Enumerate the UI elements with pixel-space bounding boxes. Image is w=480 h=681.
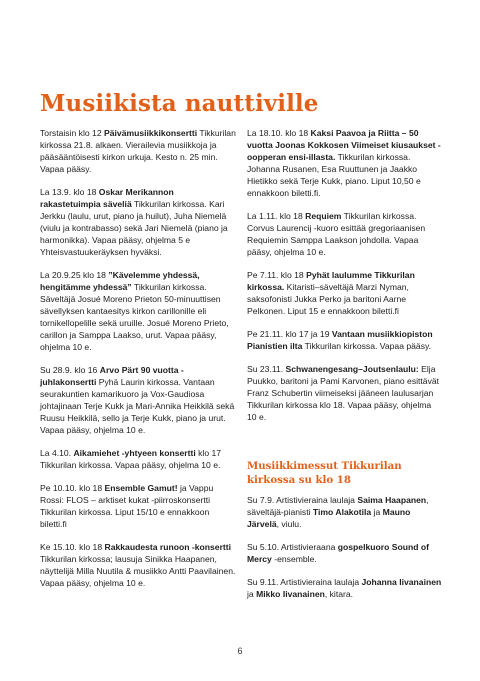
mass-date: Su 9.11. Artistivieraina laulaja xyxy=(247,577,362,587)
event-details: Tikkurilan kirkossa; lausuja Sinikka Haapanen, näyttelijä Milla Nuutila & musiikko Antti Paavilainen. Vapaa pääsy, ohjelma 10 e. xyxy=(40,554,236,588)
event-date: La 13.9. klo 18 xyxy=(40,187,99,197)
event-date: Torstaisin klo 12 xyxy=(40,128,105,138)
event-details: Tikkurilan kirkossa. Vapaa pääsy. xyxy=(302,341,432,351)
event-title: Vantaan musiikkiopiston Pianistien ilta xyxy=(247,329,433,351)
event-item xyxy=(40,447,236,471)
event-details: Tikkurilan kirkossa 21.8. alkaen. Vierailevia musiikkoja ja pääsääntöisesti kirkon urkuja. Kesto n. 25 min. Vapaa pääsy. xyxy=(40,128,236,174)
event-date: Pe 10.10. klo 18 xyxy=(40,483,105,493)
mass-date: Su 7.9. Artistivieraina laulaja xyxy=(247,495,358,505)
event-item xyxy=(40,186,236,258)
mass-text: ja xyxy=(247,589,257,599)
mass-artist: gospelkuoro Sound of Mercy xyxy=(247,542,429,564)
event-details: ja Vappu Rossi: FLOS – arktiset kukat -piirroskonsertti Tikkurilan kirkossa. Liput 15/10 e ennakkoon biletti.fi xyxy=(40,483,214,529)
event-item xyxy=(247,363,443,423)
event-title: ”Kävelemme yhdessä, hengitämme yhdessä” xyxy=(40,270,200,292)
event-title: Päivämusiikkikonsertti xyxy=(104,128,198,138)
mass-date: Su 5.10. Artistivieraana xyxy=(247,542,338,552)
mass-text: -ensemble. xyxy=(271,554,317,564)
event-title: Arvo Pärt 90 vuotta -juhlakonsertti xyxy=(40,365,184,387)
event-item xyxy=(40,127,236,175)
event-title: Aikamiehet -yhtyeen konsertti xyxy=(73,448,196,458)
mass-artist: Mauno Järvelä xyxy=(247,507,411,529)
mass-artist: Timo Alakotila xyxy=(312,507,372,517)
event-details: Pyhä Laurin kirkossa. Vantaan seurakuntien kamarikuoro ja Vox-Gaudiosa johtajinaan Terje Kukk ja Mari-Annika Heikkilä sekä Ruusu Heikkilä, sello ja Terje Kukk, piano ja urut. Vapaa pääsy, ohjelma 10 e. xyxy=(40,377,235,435)
event-item xyxy=(40,482,236,530)
event-date: Su 28.9. klo 16 xyxy=(40,365,100,375)
right-column xyxy=(247,127,443,611)
event-title: Pyhät laulumme Tikkurilan kirkossa. xyxy=(247,270,415,292)
event-details: Tikkurilan kirkossa. Säveltäjä Josué Moreno Prieton 50-minuuttisen sävellyksen kantaesitys kirkon carillonille eli tornikellopelille sekä uruille. Josué Moreno Prieto, carillon ja Samppa Laakso, urut. Vapaa pääsy, ohjelma 10 e. xyxy=(40,282,229,352)
mass-text: , kitara. xyxy=(324,589,354,599)
page-number: 6 xyxy=(237,646,243,656)
event-date: Ke 15.10. klo 18 xyxy=(40,542,105,552)
event-date: Su 23.11. xyxy=(247,364,286,374)
event-item xyxy=(247,328,443,352)
event-date: La 20.9.25 klo 18 xyxy=(40,270,109,280)
event-date: Pe 7.11. klo 18 xyxy=(247,270,307,280)
subheading: Musiikkimessut Tikkurilan kirkossa su klo 18 xyxy=(247,460,402,486)
event-item xyxy=(247,210,443,258)
event-item xyxy=(247,269,443,317)
event-details: Kitaristi–säveltäjä Marzi Nyman, saksofonisti Jukka Perko ja baritoni Aarne Pelkonen. Liput 15 e ennakkoon biletti.fi xyxy=(247,282,409,316)
mass-item xyxy=(247,576,443,600)
event-title: Requiem xyxy=(305,211,342,221)
event-item xyxy=(40,364,236,436)
event-details: Tikkurilan kirkossa. Johanna Rusanen, Esa Ruuttunen ja Jaakko Hietikko sekä Terje Kukk, piano. Liput 10,50 e ennakkoon biletti.fi. xyxy=(247,152,421,198)
left-column xyxy=(40,127,236,600)
event-date: La 4.10. xyxy=(40,448,74,458)
event-item xyxy=(247,127,443,199)
event-title: Rakkaudesta runoon -konsertti xyxy=(104,542,232,552)
event-details: Tikkurilan kirkossa. Kari Jerkku (laulu, urut, piano ja huilut), Juha Niemelä (viulu ja kontrabasso) sekä Jari Niemelä (piano ja harmonikka). Vapaa pääsy, ohjelma 5 e Yhteisvastuukeräyksen hyväksi. xyxy=(40,199,228,257)
mass-text: , viulu. xyxy=(276,519,302,529)
event-details: klo 17 Tikkurilan kirkossa. Vapaa pääsy, ohjelma 10 e. xyxy=(40,448,222,470)
event-item xyxy=(40,541,236,589)
mass-artist: Saima Haapanen xyxy=(357,495,427,505)
event-title: Kaksi Paavoa ja Riitta – 50 vuotta Joonas Kokkosen Viimeiset kiusaukset -oopperan ensi-illasta. xyxy=(247,128,441,162)
event-item xyxy=(40,269,236,353)
mass-text: , säveltäjä-pianisti xyxy=(247,495,429,517)
event-title: Ensemble Gamut! xyxy=(104,483,178,493)
page-title: Musiikista nauttiville xyxy=(40,90,319,117)
mass-item xyxy=(247,494,443,530)
event-date: La 1.11. klo 18 xyxy=(247,211,306,221)
mass-text: ja xyxy=(371,507,383,517)
mass-artist: Johanna Iivanainen xyxy=(361,577,442,587)
event-title: Schwanengesang–Joutsenlaulu: xyxy=(285,364,419,374)
mass-item xyxy=(247,541,443,565)
event-title: Oskar Merikannon rakastetuimpia säveliä xyxy=(40,187,174,209)
event-date: La 18.10. klo 18 xyxy=(247,128,311,138)
event-details: Elja Puukko, baritoni ja Pami Karvonen, piano esittävät Franz Schubertin viimeiseksi jääneen laulusarjan Tikkurilan kirkossa klo 18. Vapaa pääsy, ohjelma 10 e. xyxy=(247,364,440,422)
mass-artist: Mikko Iivanainen xyxy=(256,589,325,599)
event-date: Pe 21.11. klo 17 ja 19 xyxy=(247,329,332,339)
event-details: Tikkurilan kirkossa. Corvus Laurencij -kuoro esittää gregoriaanisen Requiemin Samppa Laakson johdolla. Vapaa pääsy, ohjelma 10 e. xyxy=(247,211,426,257)
